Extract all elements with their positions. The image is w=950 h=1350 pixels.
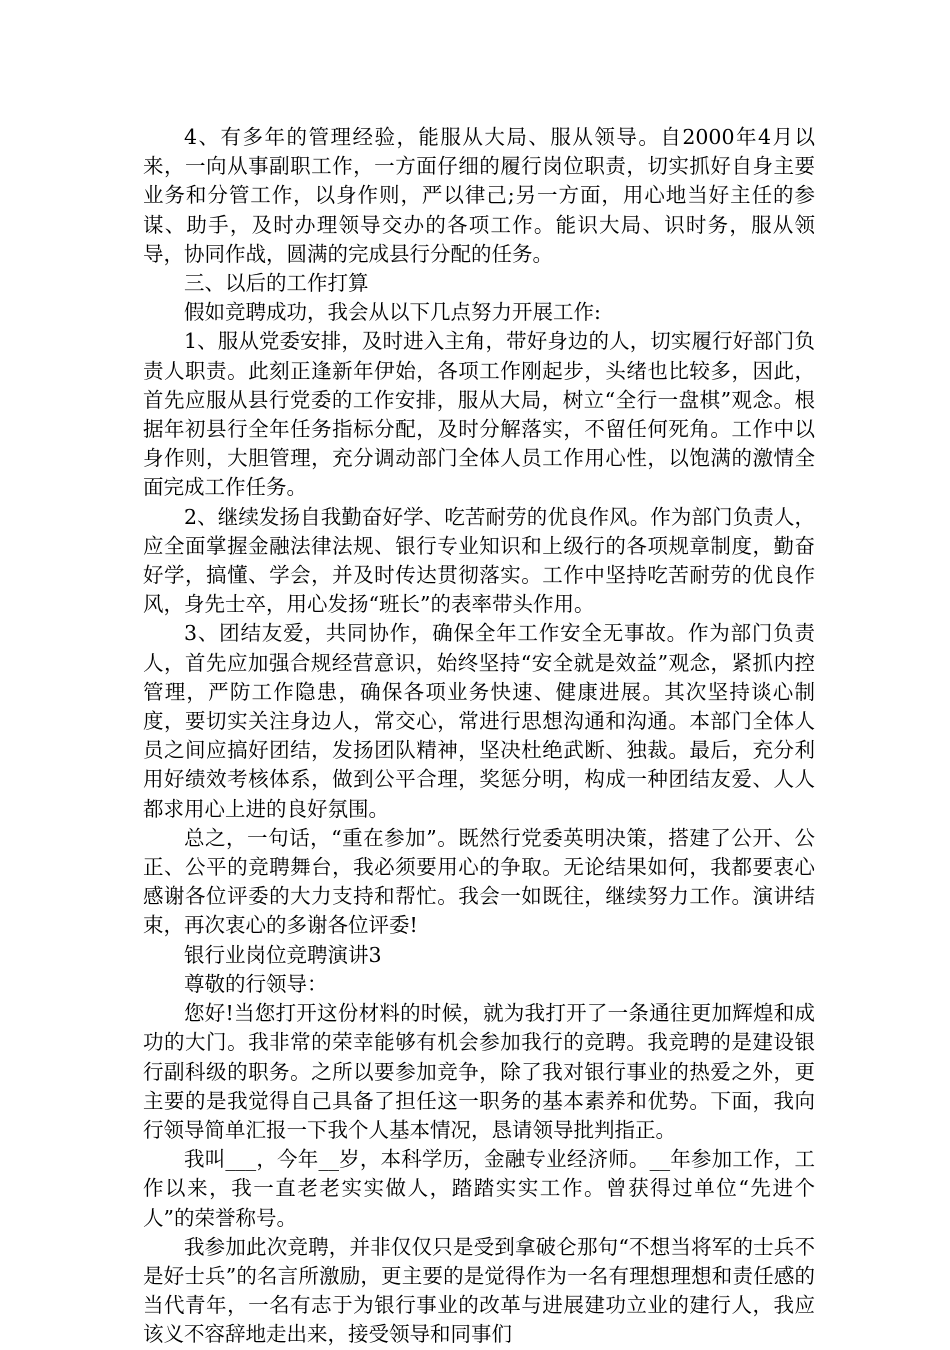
paragraph-point-4: 4、有多年的管理经验，能服从大局、服从领导。自2000年4月以来，一向从事副职工作，一方面仔细的履行岗位职责，切实抓好自身主要业务和分管工作，以身作则，严以律己;另一方面，用心地当好主任的参谋、助手，及时办理领导交办的各项工作。能识大局、识时务，服从领导，协同作战，圆满的完成县行分配的任务。	[143, 125, 815, 266]
section-heading-work-plan: 三、以后的工作打算	[184, 271, 369, 296]
paragraph-self-intro: 我叫___，今年__岁，本科学历，金融专业经济师。__年参加工作，工作以来，我一直老老实实做人，踏踏实实工作。曾获得过单位“先进个人”的荣誉称号。	[143, 1147, 815, 1230]
paragraph-plan-1: 1、服从党委安排，及时进入主角，带好身边的人，切实履行好部门负责人职责。此刻正逢新年伊始，各项工作刚起步，头绪也比较多，因此，首先应服从县行党委的工作安排，服从大局，树立“全行一盘棋”观念。根据年初县行全年任务指标分配，及时分解落实，不留任何死角。工作中以身作则，大胆管理，充分调动部门全体人员工作用心性，以饱满的激情全面完成工作任务。	[143, 329, 815, 500]
paragraph-motivation: 我参加此次竞聘，并非仅仅只是受到拿破仑那句“不想当将军的士兵不是好士兵”的名言所激励，更主要的是觉得作为一名有理想理想和责任感的当代青年，一名有志于为银行事业的改革与进展建功立业的建行人，我应该义不容辞地走出来，接受领导和同事们	[143, 1234, 815, 1347]
paragraph-plan-3: 3、团结友爱，共同协作，确保全年工作安全无事故。作为部门负责人，首先应加强合规经营意识，始终坚持“安全就是效益”观念，紧抓内控管理，严防工作隐患，确保各项业务快速、健康进展。其次坚持谈心制度，要切实关注身边人，常交心，常进行思想沟通和沟通。本部门全体人员之间应搞好团结，发扬团队精神，坚决杜绝武断、独裁。最后，充分利用好绩效考核体系，做到公平合理，奖惩分明，构成一种团结友爱、人人都求用心上进的良好氛围。	[143, 621, 815, 821]
paragraph-conclusion: 总之，一句话，“重在参加”。既然行党委英明决策，搭建了公开、公正、公平的竞聘舞台，我必须要用心的争取。无论结果如何，我都要衷心感谢各位评委的大力支持和帮忙。我会一如既往，继续努力工作。演讲结束，再次衷心的多谢各位评委!	[143, 825, 815, 938]
salutation: 尊敬的行领导：	[184, 971, 328, 996]
paragraph-plan-2: 2、继续发扬自我勤奋好学、吃苦耐劳的优良作风。作为部门负责人，应全面掌握金融法律法规、银行专业知识和上级行的各项规章制度，勤奋好学，搞懂、学会，并及时传达贯彻落实。工作中坚持吃苦耐劳的优良作风，身先士卒，用心发扬“班长”的表率带头作用。	[143, 504, 815, 617]
document-page	[143, 123, 815, 1350]
paragraph-intro: 假如竞聘成功，我会从以下几点努力开展工作:	[184, 300, 601, 325]
speech-3-title: 银行业岗位竞聘演讲3	[184, 942, 382, 967]
paragraph-greeting: 您好!当您打开这份材料的时候，就为我打开了一条通往更加辉煌和成功的大门。我非常的荣幸能够有机会参加我行的竞聘。我竞聘的是建设银行副科级的职务。之所以要参加竞争，除了我对银行事业的热爱之外，更主要的是我觉得自己具备了担任这一职务的基本素养和优势。下面，我向行领导简单汇报一下我个人基本情况，恳请领导批判指正。	[143, 1001, 815, 1142]
